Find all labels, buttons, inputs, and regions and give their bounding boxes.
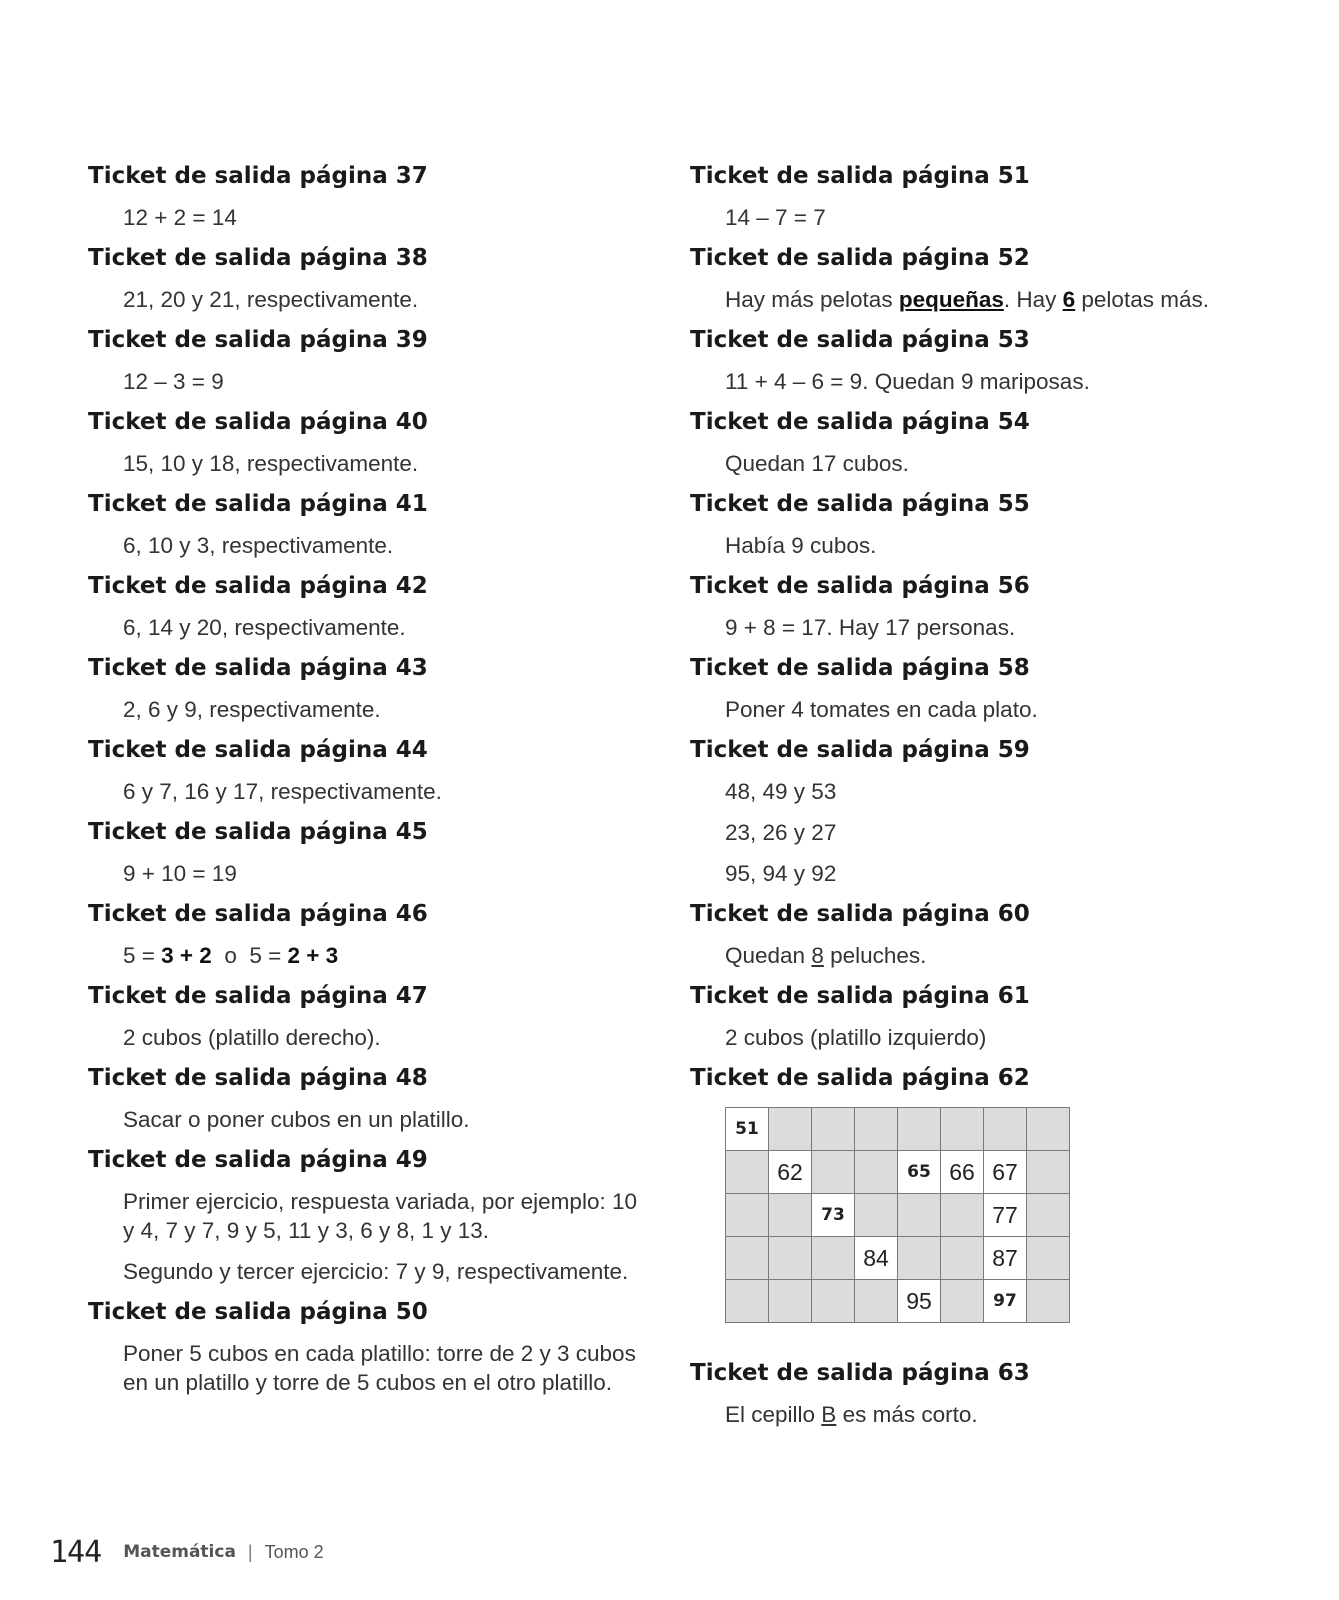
- grid-cell: 95: [898, 1280, 941, 1323]
- answer-text: [690, 935, 1310, 976]
- ticket-heading: Ticket de salida página 48: [88, 1065, 428, 1091]
- grid-cell: [812, 1237, 855, 1280]
- answer-text: 15, 10 y 18, respectivamente.: [123, 451, 419, 476]
- answer-text: 21, 20 y 21, respectivamente.: [123, 287, 419, 312]
- ticket-heading: Ticket de salida página 51: [690, 163, 1030, 189]
- grid-cell: 97: [984, 1280, 1027, 1323]
- grid-cell: [941, 1194, 984, 1237]
- answer-text: Quedan 17 cubos.: [725, 451, 909, 476]
- grid-cell: [898, 1108, 941, 1151]
- volume-label: Tomo 2: [264, 1541, 324, 1562]
- answer-text: 95, 94 y 92: [725, 861, 837, 886]
- ticket-heading: Ticket de salida página 39: [88, 327, 428, 353]
- underlined-answer: 6: [1062, 287, 1076, 312]
- answer-text: Sacar o poner cubos en un platillo.: [123, 1107, 470, 1132]
- grid-cell: [855, 1108, 898, 1151]
- answer-entry: [88, 566, 648, 648]
- answer-fragment: pelotas más.: [1075, 287, 1209, 312]
- ticket-heading: Ticket de salida página 41: [88, 491, 428, 517]
- answer-entry: [88, 156, 648, 238]
- grid-cell: 66: [941, 1151, 984, 1194]
- grid-row: [726, 1151, 1070, 1194]
- answer-fragment: Hay más pelotas: [725, 287, 899, 312]
- answer-entry: [690, 730, 1310, 894]
- grid-cell: 67: [984, 1151, 1027, 1194]
- ticket-heading: Ticket de salida página 43: [88, 655, 428, 681]
- grid-cell: [726, 1151, 769, 1194]
- answer-entry: [690, 1353, 1310, 1435]
- answer-entry: [690, 894, 1310, 976]
- answer-text: 6, 10 y 3, respectivamente.: [123, 533, 394, 558]
- answer-entry: [88, 1140, 648, 1292]
- number-grid-wrapper: [690, 1099, 1310, 1353]
- grid-cell: [855, 1151, 898, 1194]
- grid-row: [726, 1194, 1070, 1237]
- ticket-heading: Ticket de salida página 55: [690, 491, 1030, 517]
- grid-cell: [941, 1237, 984, 1280]
- answer-entry: [690, 1058, 1310, 1353]
- answer-text: 6 y 7, 16 y 17, respectivamente.: [123, 779, 442, 804]
- answer-text: Poner 4 tomates en cada plato.: [725, 697, 1038, 722]
- subject-label: Matemática: [123, 1542, 236, 1562]
- answer-text: 14 – 7 = 7: [725, 205, 826, 230]
- answer-entry: [88, 648, 648, 730]
- answer-entry: [88, 1292, 648, 1403]
- page-footer: [50, 1532, 324, 1572]
- answer-entry: [690, 402, 1310, 484]
- ticket-heading: Ticket de salida página 63: [690, 1360, 1030, 1386]
- answer-text: [690, 279, 1310, 320]
- ticket-heading: Ticket de salida página 44: [88, 737, 428, 763]
- answer-text: 48, 49 y 53: [725, 779, 837, 804]
- right-column: [690, 156, 1310, 1435]
- answer-fragment: peluches.: [823, 943, 927, 968]
- grid-cell: [726, 1237, 769, 1280]
- answer-text: 9 + 10 = 19: [123, 861, 237, 886]
- grid-cell: 84: [855, 1237, 898, 1280]
- answer-text: 11 + 4 – 6 = 9. Quedan 9 mariposas.: [725, 369, 1090, 394]
- answer-fragment: 5 =: [123, 943, 162, 968]
- grid-cell: 62: [769, 1151, 812, 1194]
- page-number: 144: [50, 1534, 102, 1570]
- answer-entry: [88, 976, 648, 1058]
- ticket-heading: Ticket de salida página 60: [690, 901, 1030, 927]
- ticket-heading: Ticket de salida página 52: [690, 245, 1030, 271]
- answer-text: 12 – 3 = 9: [123, 369, 224, 394]
- answer-entry: [88, 320, 648, 402]
- grid-cell: [984, 1108, 1027, 1151]
- answer-entry: [690, 648, 1310, 730]
- grid-cell: [941, 1108, 984, 1151]
- grid-cell: [898, 1194, 941, 1237]
- number-grid: [725, 1107, 1070, 1323]
- ticket-heading: Ticket de salida página 61: [690, 983, 1030, 1009]
- grid-cell: 73: [812, 1194, 855, 1237]
- answer-text: [690, 1394, 1310, 1435]
- answer-entry: [88, 730, 648, 812]
- underlined-answer: B: [821, 1402, 837, 1427]
- answer-entry: [690, 484, 1310, 566]
- answer-text: Poner 5 cubos en cada platillo: torre de 2 y 3 cubos en un platillo y torre de 5 cubos en el otro platillo.: [123, 1341, 636, 1395]
- answer-entry: [690, 566, 1310, 648]
- underlined-answer: 8: [811, 943, 824, 968]
- grid-cell: [1027, 1194, 1070, 1237]
- answer-fragment: El cepillo: [725, 1402, 822, 1427]
- bold-answer: 2 + 3: [287, 943, 339, 968]
- answer-text: 9 + 8 = 17. Hay 17 personas.: [725, 615, 1016, 640]
- grid-cell: [769, 1108, 812, 1151]
- left-column: [88, 156, 648, 1403]
- grid-cell: 65: [898, 1151, 941, 1194]
- answer-fragment: es más corto.: [836, 1402, 978, 1427]
- ticket-heading: Ticket de salida página 58: [690, 655, 1030, 681]
- grid-cell: [1027, 1151, 1070, 1194]
- answer-entry: [88, 402, 648, 484]
- ticket-heading: Ticket de salida página 42: [88, 573, 428, 599]
- ticket-heading: Ticket de salida página 50: [88, 1299, 428, 1325]
- answer-text: 2, 6 y 9, respectivamente.: [123, 697, 381, 722]
- answer-entry: [88, 484, 648, 566]
- grid-cell: [855, 1194, 898, 1237]
- grid-row: [726, 1280, 1070, 1323]
- answer-text: Primer ejercicio, respuesta variada, por ejemplo: 10 y 4, 7 y 7, 9 y 5, 11 y 3, 6 y 8, 1 y 13.: [123, 1189, 637, 1243]
- grid-cell: [726, 1280, 769, 1323]
- answer-text: 12 + 2 = 14: [123, 205, 237, 230]
- ticket-heading: Ticket de salida página 53: [690, 327, 1030, 353]
- grid-row: [726, 1108, 1070, 1151]
- answer-entry: [690, 156, 1310, 238]
- grid-cell: [898, 1237, 941, 1280]
- grid-cell: [812, 1151, 855, 1194]
- grid-cell: 77: [984, 1194, 1027, 1237]
- answer-entry: [88, 894, 648, 976]
- grid-row: [726, 1237, 1070, 1280]
- answer-entry: [690, 976, 1310, 1058]
- answer-fragment: Quedan: [725, 943, 812, 968]
- answer-fragment: . Hay: [1003, 287, 1063, 312]
- answer-text: 23, 26 y 27: [725, 820, 837, 845]
- grid-cell: [726, 1194, 769, 1237]
- grid-cell: 87: [984, 1237, 1027, 1280]
- ticket-heading: Ticket de salida página 47: [88, 983, 428, 1009]
- grid-cell: [941, 1280, 984, 1323]
- grid-cell: [812, 1280, 855, 1323]
- ticket-heading: Ticket de salida página 40: [88, 409, 428, 435]
- underlined-answer: pequeñas: [898, 287, 1004, 312]
- answer-entry: [88, 238, 648, 320]
- answer-text: 2 cubos (platillo izquierdo): [725, 1025, 987, 1050]
- answer-text: [88, 935, 648, 976]
- grid-cell: 51: [726, 1108, 769, 1151]
- ticket-heading: Ticket de salida página 37: [88, 163, 428, 189]
- answer-entry: [690, 320, 1310, 402]
- answer-entry: [88, 812, 648, 894]
- bold-answer: 3 + 2: [161, 943, 212, 968]
- answer-text: Había 9 cubos.: [725, 533, 877, 558]
- ticket-heading: Ticket de salida página 49: [88, 1147, 428, 1173]
- grid-cell: [769, 1280, 812, 1323]
- grid-cell: [1027, 1108, 1070, 1151]
- grid-cell: [769, 1237, 812, 1280]
- ticket-heading: Ticket de salida página 45: [88, 819, 428, 845]
- grid-cell: [812, 1108, 855, 1151]
- grid-cell: [855, 1280, 898, 1323]
- answer-text: 2 cubos (platillo derecho).: [123, 1025, 381, 1050]
- ticket-heading: Ticket de salida página 38: [88, 245, 428, 271]
- ticket-heading: Ticket de salida página 54: [690, 409, 1030, 435]
- answer-text: 6, 14 y 20, respectivamente.: [123, 615, 406, 640]
- answer-fragment: o 5 =: [211, 943, 288, 968]
- answer-text: Segundo y tercer ejercicio: 7 y 9, respectivamente.: [123, 1259, 629, 1284]
- answer-entry: [88, 1058, 648, 1140]
- ticket-heading: Ticket de salida página 46: [88, 901, 428, 927]
- grid-cell: [1027, 1237, 1070, 1280]
- ticket-heading: Ticket de salida página 59: [690, 737, 1030, 763]
- footer-separator: |: [247, 1541, 253, 1562]
- grid-cell: [769, 1194, 812, 1237]
- grid-cell: [1027, 1280, 1070, 1323]
- answer-entry: [690, 238, 1310, 320]
- ticket-heading: Ticket de salida página 56: [690, 573, 1030, 599]
- ticket-heading: Ticket de salida página 62: [690, 1065, 1030, 1091]
